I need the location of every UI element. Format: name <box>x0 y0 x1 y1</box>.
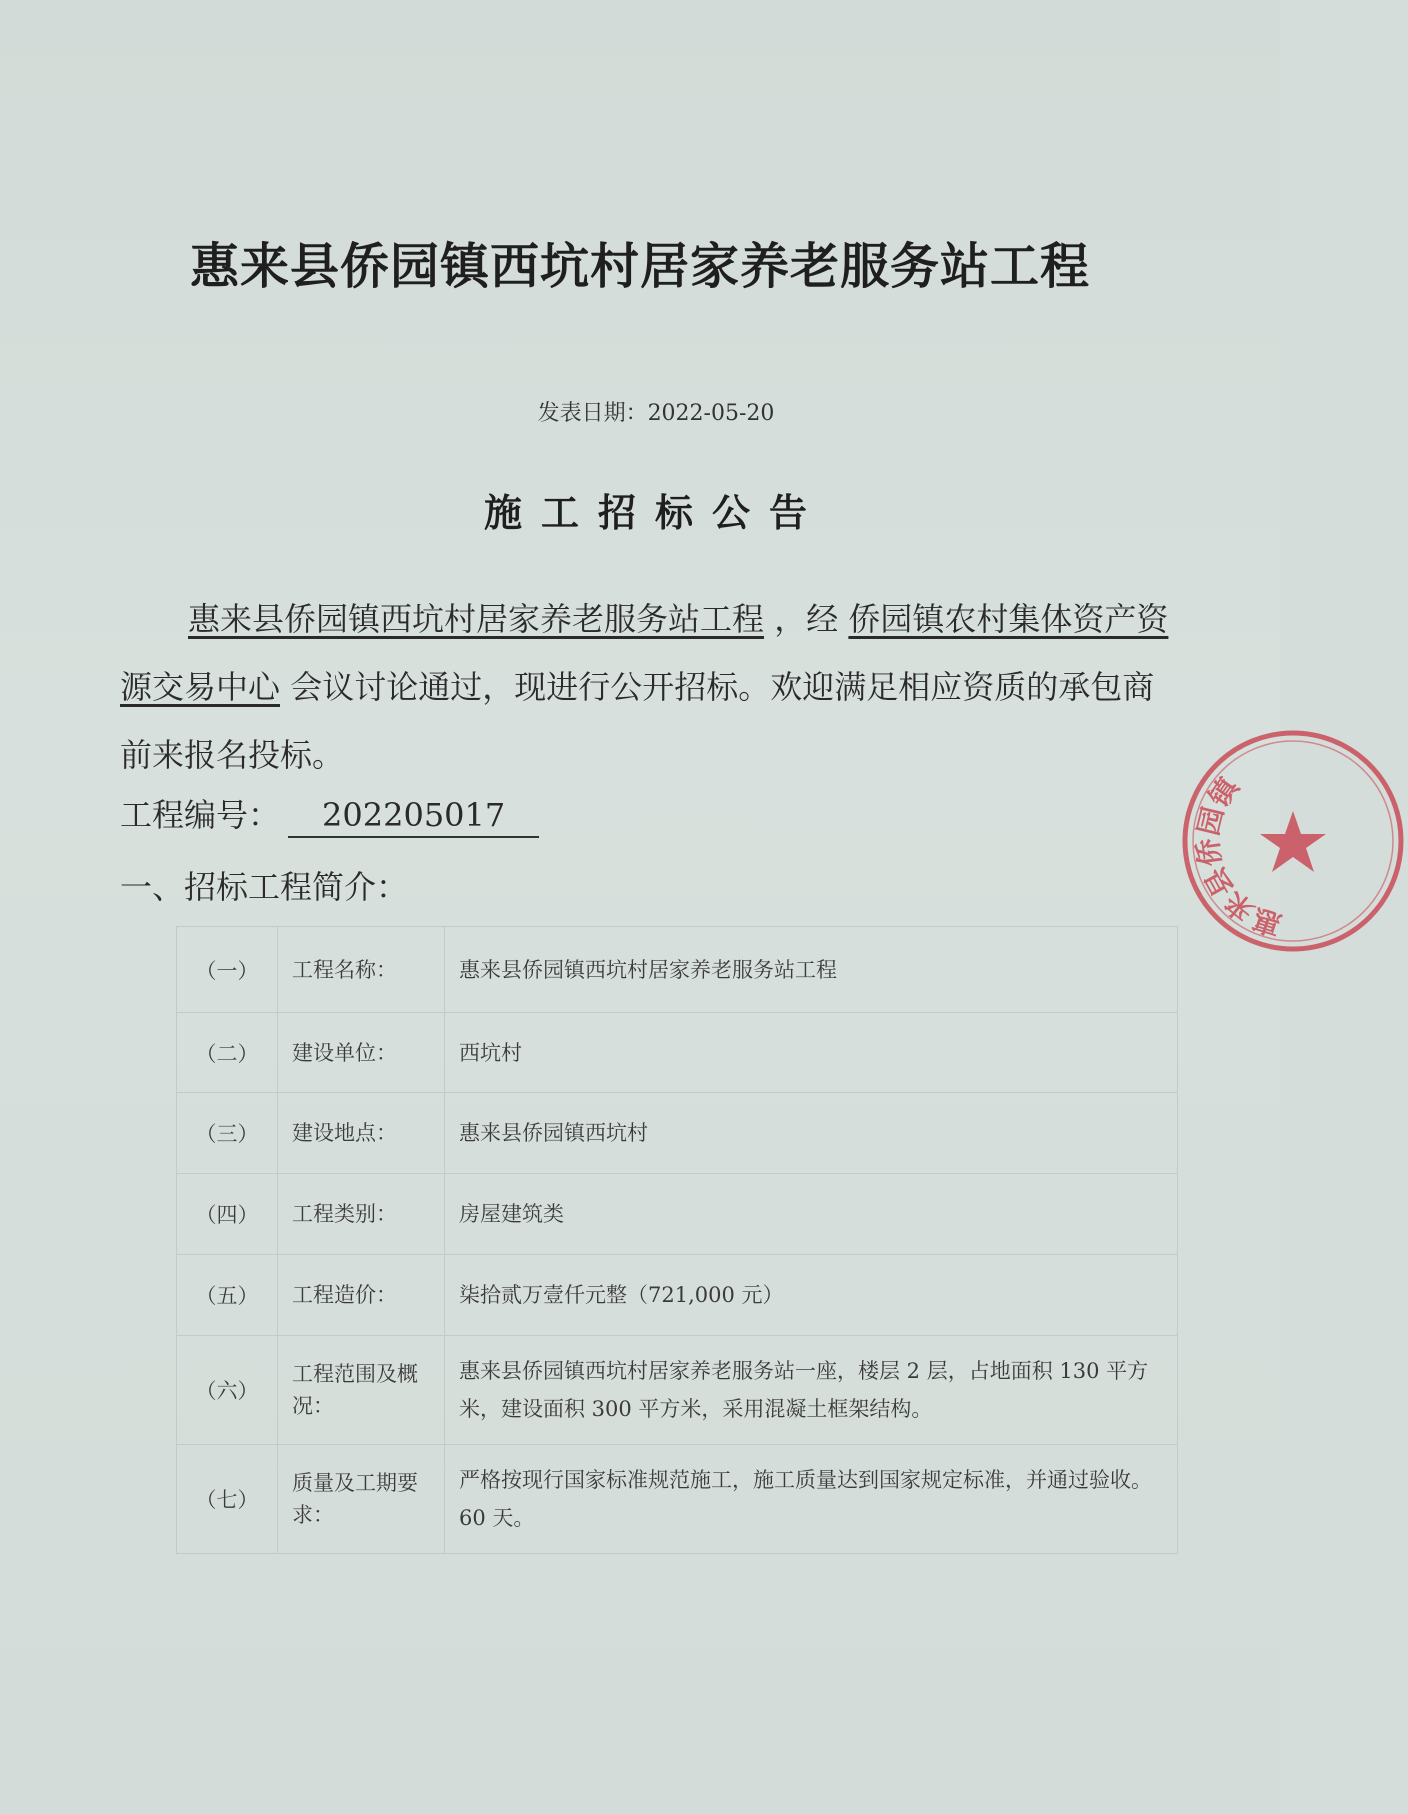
project-number-value: 202205017 <box>288 796 539 838</box>
notice-title: 施工招标公告 <box>483 490 826 535</box>
row-value: 房屋建筑类 <box>445 1174 1178 1255</box>
official-seal-icon <box>1178 726 1408 956</box>
row-index: （六） <box>177 1336 278 1445</box>
intro-project-name: 惠来县侨园镇西坑村居家养老服务站工程 <box>188 600 765 638</box>
row-index: （二） <box>177 1013 278 1093</box>
project-number <box>120 790 539 838</box>
row-label: 工程名称： <box>278 927 445 1013</box>
row-index: （七） <box>177 1445 278 1554</box>
section-heading: 一、招标工程简介： <box>120 868 409 906</box>
row-value: 惠来县侨园镇西坑村居家养老服务站一座，楼层 2 层，占地面积 130 平方米，建设面积 300 平方米，采用混凝土框架结构。 <box>445 1336 1178 1445</box>
table-row <box>177 1336 1178 1445</box>
intro-body: 会议讨论通过，现进行公开招标。欢迎满足相应资质的承包商前来报名投标。 <box>120 668 1155 774</box>
row-label: 工程范围及概况： <box>278 1336 445 1445</box>
row-value: 惠来县侨园镇西坑村居家养老服务站工程 <box>445 927 1178 1013</box>
project-number-label: 工程编号： <box>120 796 281 834</box>
row-index: （五） <box>177 1255 278 1336</box>
table-row <box>177 1445 1178 1554</box>
row-index: （三） <box>177 1093 278 1174</box>
row-label: 质量及工期要求： <box>278 1445 445 1554</box>
publish-date: 发表日期：2022-05-20 <box>537 401 775 426</box>
intro-organizer: 侨园镇农村集体资产资源交易中心 <box>120 600 1169 706</box>
row-value: 西坑村 <box>445 1013 1178 1093</box>
seal-text: 惠来县侨园镇 <box>1191 771 1286 942</box>
row-index: （一） <box>177 927 278 1013</box>
project-info-table <box>176 926 1178 1554</box>
svg-text:惠来县侨园镇 <box>1191 770 1285 942</box>
intro-paragraph <box>120 585 1182 789</box>
table-row <box>177 927 1178 1013</box>
row-value: 严格按现行国家标准规范施工，施工质量达到国家规定标准，并通过验收。60 天。 <box>445 1445 1178 1554</box>
table-row <box>177 1013 1178 1093</box>
table-row <box>177 1174 1178 1255</box>
row-label: 建设单位： <box>278 1013 445 1093</box>
row-label: 工程造价： <box>278 1255 445 1336</box>
row-value: 柒拾贰万壹仟元整（721,000 元） <box>445 1255 1178 1336</box>
table-row <box>177 1255 1178 1336</box>
row-index: （四） <box>177 1174 278 1255</box>
row-value: 惠来县侨园镇西坑村 <box>445 1093 1178 1174</box>
intro-connector: ，经 <box>774 600 839 638</box>
row-label: 建设地点： <box>278 1093 445 1174</box>
document-title: 惠来县侨园镇西坑村居家养老服务站工程 <box>189 237 1090 295</box>
table-row <box>177 1093 1178 1174</box>
row-label: 工程类别： <box>278 1174 445 1255</box>
